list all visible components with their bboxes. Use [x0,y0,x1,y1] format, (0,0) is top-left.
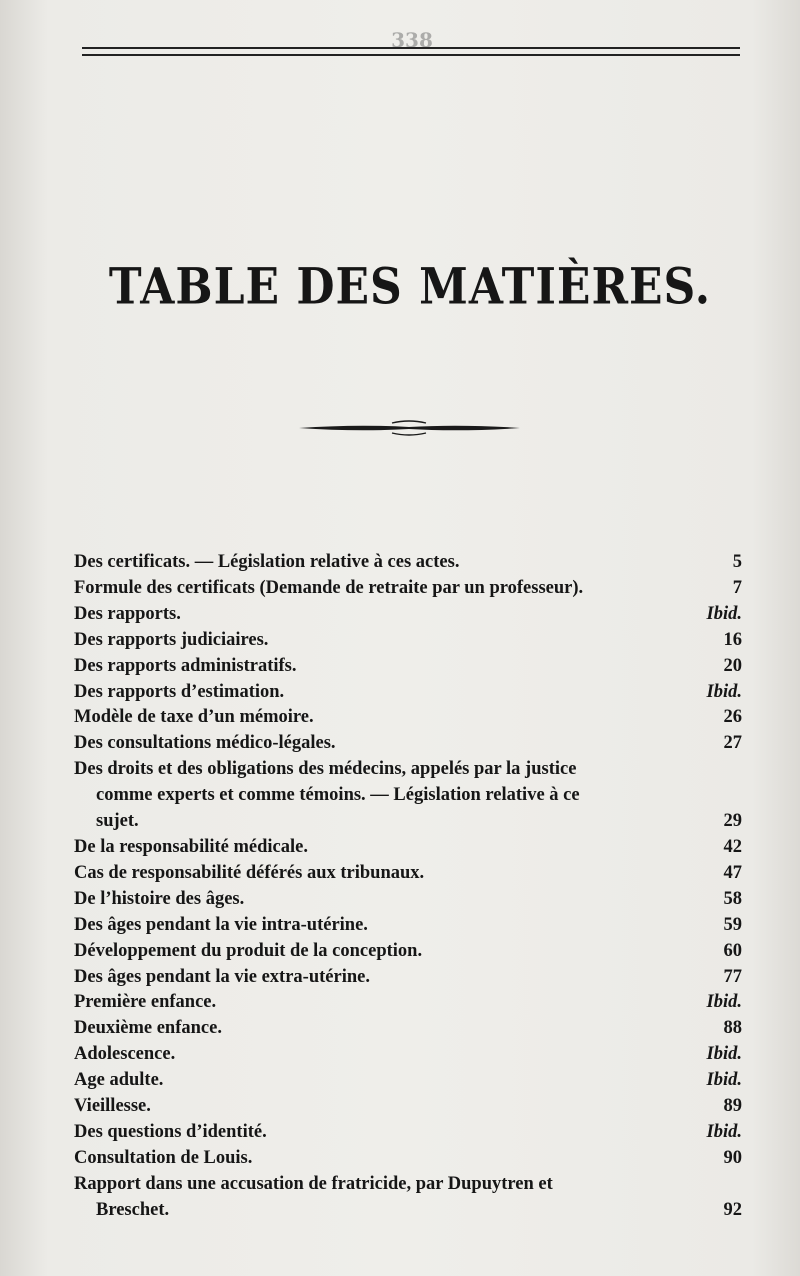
toc-entry [74,680,742,706]
toc-entry-label-line: Cas de responsabilité déférés aux tribunaux. [74,862,425,883]
toc-entry [74,757,742,835]
toc-entry-label [74,1172,696,1224]
toc-entry-page-number: Ibid. [706,681,742,702]
toc-entry-page-number: Ibid. [706,992,742,1013]
toc-entry-label-line: Des rapports. [74,603,181,624]
toc-entry-label-line: Des âges pendant la vie intra-utérine. [74,914,368,935]
toc-entry-page-number: 77 [723,966,742,987]
toc-entry [74,1094,742,1120]
toc-entry-page-number: Ibid. [706,1121,742,1142]
toc-entry [74,887,742,913]
toc-entry-label-line: Des rapports administratifs. [74,655,297,676]
toc-entry-label [74,990,695,1016]
toc-entry-label [74,887,696,913]
toc-entry-label-line: Formule des certificats (Demande de retraite par un professeur). [74,577,584,598]
toc-entry [74,913,742,939]
toc-entry-label [74,939,696,965]
toc-entry-label [74,628,696,654]
toc-entry-page-number: 7 [732,577,742,598]
toc-entry-label [74,1068,695,1094]
toc-entry-page-number: 47 [723,862,742,883]
toc-entry [74,628,742,654]
toc-entry [74,861,742,887]
toc-entry-label-line: Age adulte. [74,1070,164,1091]
toc-entry-page-number: 89 [723,1096,742,1117]
toc-entry-label [74,731,696,757]
toc-entry-continuation: Breschet. [96,1199,170,1220]
toc-entry-label-line: Des consultations médico-légales. [74,733,336,754]
toc-entry-label-line: Modèle de taxe d’un mémoire. [74,707,314,728]
header-double-rule [82,47,740,56]
toc-entry-continuation: comme experts et comme témoins. — Législation relative à ce [96,785,580,806]
toc-entry [74,705,742,731]
toc-entry-label [74,757,696,835]
toc-entry-page-number: 26 [723,707,742,728]
toc-entry-label [74,1146,696,1172]
toc-entry [74,731,742,757]
page-number: 338 [391,28,433,52]
toc-entry-label-line: De la responsabilité médicale. [74,836,308,857]
toc-entry-label-line: Des droits et des obligations des médecins, appelés par la justice [74,759,577,780]
toc-entry-page-number: 88 [723,1018,742,1039]
toc-entry [74,576,742,602]
toc-entry-label [74,835,696,861]
toc-entry-page-number: 90 [723,1147,742,1168]
toc-entry [74,1016,742,1042]
toc-entry-label [74,654,696,680]
toc-entry-label [74,913,696,939]
table-of-contents [74,550,742,1224]
toc-entry [74,1042,742,1068]
toc-entry-label-line: Développement du produit de la conception. [74,940,423,961]
page-title: TABLE DES MATIÈRES. [108,258,712,317]
toc-entry-label [74,705,696,731]
toc-entry-continuation: sujet. [96,811,139,832]
toc-entry-label [74,602,695,628]
toc-entry-label-line: De l’histoire des âges. [74,888,245,909]
toc-entry-label-line: Vieillesse. [74,1096,151,1117]
toc-entry-label-line: Des rapports d’estimation. [74,681,285,702]
toc-entry [74,550,742,576]
toc-entry [74,602,742,628]
toc-entry-page-number: 42 [723,836,742,857]
toc-entry [74,939,742,965]
toc-entry-label-line: Adolescence. [74,1044,176,1065]
toc-entry-page-number: Ibid. [706,1070,742,1091]
toc-entry-label-line: Première enfance. [74,992,217,1013]
toc-entry-label [74,965,696,991]
toc-entry-label-line: Rapport dans une accusation de fratricide, par Dupuytren et [74,1173,553,1194]
toc-entry-page-number: Ibid. [706,1044,742,1065]
toc-entry [74,1068,742,1094]
toc-entry-label-line: Des âges pendant la vie extra-utérine. [74,966,370,987]
toc-entry [74,835,742,861]
toc-entry-label [74,576,696,602]
toc-entry-page-number: 27 [723,733,742,754]
toc-entry-page-number: 16 [723,629,742,650]
toc-entry-page-number: 59 [723,914,742,935]
toc-entry-page-number: 60 [723,940,742,961]
toc-entry-page-number: 20 [723,655,742,676]
toc-entry-label [74,1094,696,1120]
toc-entry [74,654,742,680]
toc-entry-page-number: 58 [723,888,742,909]
toc-entry-label [74,861,696,887]
toc-entry-page-number: 92 [723,1199,742,1220]
toc-entry-label-line: Consultation de Louis. [74,1147,253,1168]
toc-entry [74,1172,742,1224]
toc-entry-label-line: Des certificats. — Législation relative à ces actes. [74,552,460,572]
toc-entry [74,1146,742,1172]
toc-entry-label [74,1042,695,1068]
toc-entry [74,990,742,1016]
toc-entry-label [74,550,696,576]
toc-entry-label [74,1120,695,1146]
toc-entry-page-number: 5 [732,552,742,572]
toc-entry [74,1120,742,1146]
toc-entry-label-line: Des questions d’identité. [74,1121,267,1142]
toc-entry-page-number: 29 [723,811,742,832]
toc-entry-label-line: Des rapports judiciaires. [74,629,269,650]
ornament-divider [297,420,522,436]
toc-entry-label [74,680,695,706]
toc-entry-label [74,1016,696,1042]
toc-entry-label-line: Deuxième enfance. [74,1018,222,1039]
toc-entry [74,965,742,991]
toc-entry-page-number: Ibid. [706,603,742,624]
